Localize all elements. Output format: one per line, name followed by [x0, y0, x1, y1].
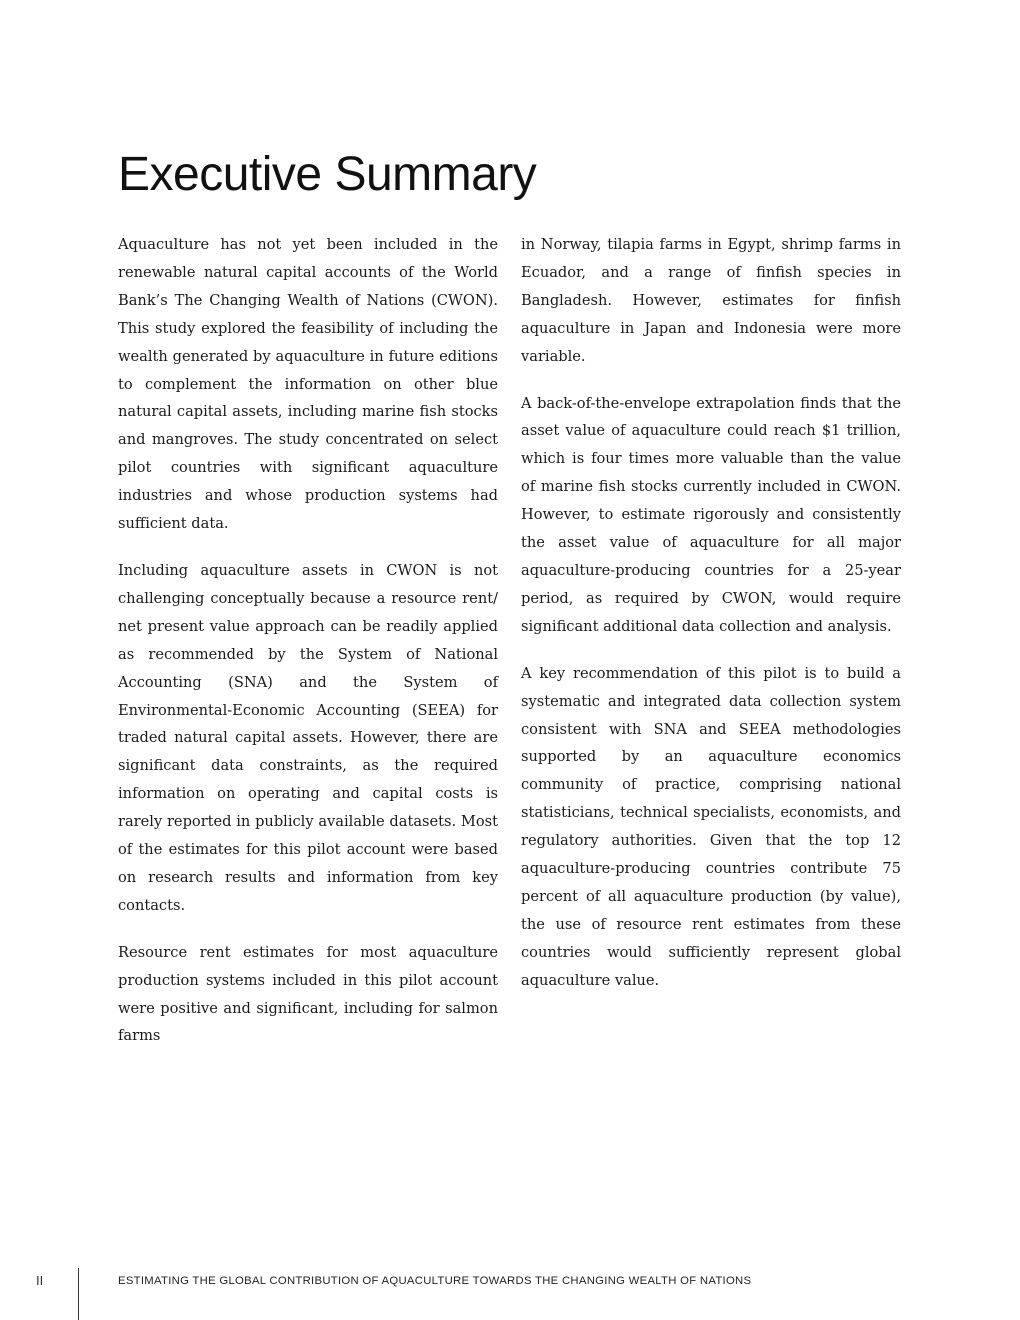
body-paragraph: Resource rent estimates for most aquaculture production systems included in this pilot account were positive and significant, including for salmon farms: [118, 943, 498, 1045]
body-paragraph: A key recommendation of this pilot is to build a systematic and integrated data collection system consistent with SNA and SEEA methodologies supported by an aquaculture economics community of practice, comprising national statisticians, technical specialists, economists, and regulatory authorities. Given that the top 12 aquaculture-producing countries contribute 75 percent of all aquaculture production (by value), the use of resource rent estimates from these countries would sufficiently represent global aquaculture value.: [521, 664, 901, 989]
body-paragraph: A back-of-the-envelope extrapolation finds that the asset value of aquaculture could reach $1 trillion, which is four times more valuable than the value of marine fish stocks currently included in CWON. However, to estimate rigorously and consistently the asset value of aquaculture for all major aquaculture-producing countries for a 25-year period, as required by CWON, would require significant additional data collection and analysis.: [521, 394, 901, 635]
body-paragraph: Aquaculture has not yet been included in the renewable natural capital accounts of the World Bank’s The Changing Wealth of Nations (CWON). This study explored the feasibility of including the wealth generated by aquaculture in future editions to complement the information on other blue natural capital assets, including marine fish stocks and mangroves. The study concentrated on select pilot countries with significant aquaculture industries and whose production systems had sufficient data.: [118, 236, 498, 533]
body-paragraph: in Norway, tilapia farms in Egypt, shrimp farms in Ecuador, and a range of finfish species in Bangladesh. However, estimates for finfish aquaculture in Japan and Indonesia were more variable.: [521, 236, 901, 365]
left-column: [118, 231, 498, 1069]
page-number: II: [36, 1273, 44, 1288]
footer-divider: [78, 1268, 79, 1320]
page-title: Executive Summary: [118, 148, 537, 201]
right-column: [521, 231, 901, 1014]
running-title: ESTIMATING THE GLOBAL CONTRIBUTION OF AQUACULTURE TOWARDS THE CHANGING WEALTH OF NATIONS: [118, 1275, 752, 1287]
body-paragraph: Including aquaculture assets in CWON is not challenging conceptually because a resource rent/ net present value approach can be readily applied as recommended by the System of National Accounting (SNA) and the System of Environmental-Economic Accounting (SEEA) for traded natural capital assets. However, there are significant data constraints, as the required information on operating and capital costs is rarely reported in publicly available datasets. Most of the estimates for this pilot account were based on research results and information from key contacts.: [118, 561, 498, 914]
